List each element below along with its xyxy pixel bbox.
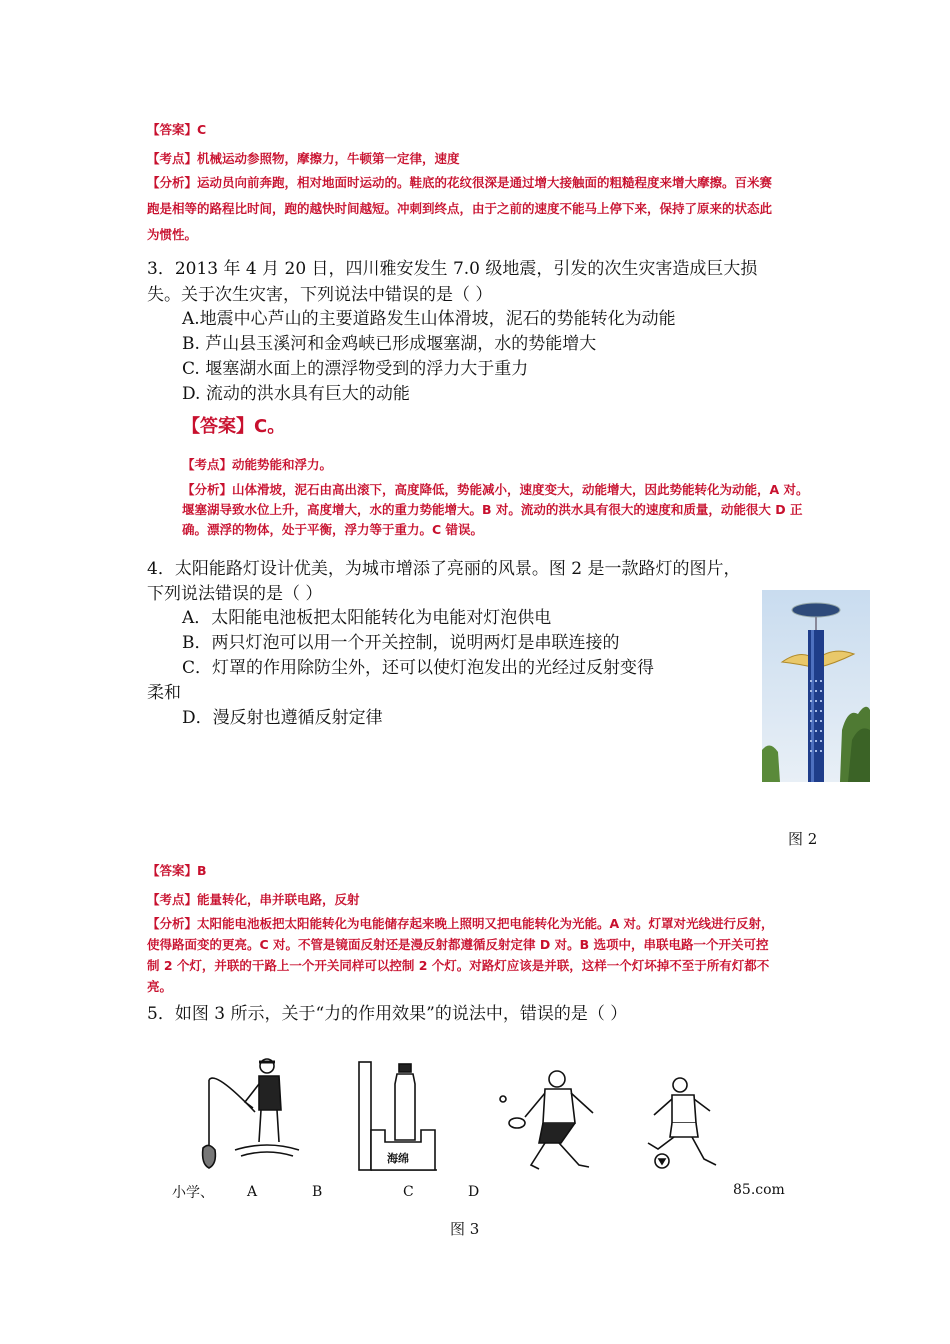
option-b: B．两只灯泡可以用一个开关控制，说明两灯是串联连接的 [182, 633, 620, 653]
option-c: C．灯罩的作用除防尘外，还可以使灯泡发出的光经过反射变得 [182, 658, 655, 678]
answer-label: 【答案】B [147, 863, 207, 878]
analysis-line: 使得路面变的更亮。C 对。不管是镜面反射还是漫反射都遵循反射定律 D 对。B 选项中，串联电路一个开关可控 [147, 937, 769, 952]
analysis-line: 跑是相等的路程比时间，跑的越快时间越短。冲刺到终点，由于之前的速度不能马上停下来，保持了原来的状态此 [147, 201, 773, 216]
question-stem: 5．如图 3 所示，关于“力的作用效果”的说法中，错误的是（ ） [147, 1004, 628, 1024]
label-d: D [468, 1184, 480, 1200]
caption-suffix: 85.com [733, 1182, 785, 1198]
label-a: A [247, 1184, 258, 1200]
analysis-line: 制 2 个灯，并联的干路上一个开关同样可以控制 2 个灯。对路灯应该是并联，这样一个灯坏掉不至于所有灯都不 [147, 958, 770, 973]
label-b: B [312, 1184, 323, 1200]
answer-label: 【答案】C [147, 122, 207, 137]
question-stem: 失。关于次生灾害，下列说法中错误的是（ ） [147, 285, 493, 305]
figure-a-fishing [195, 1050, 305, 1180]
figure-d-football [640, 1075, 730, 1175]
figure-2-caption: 图 2 [788, 830, 818, 848]
analysis-line: 为惯性。 [147, 227, 198, 242]
analysis-line: 亮。 [147, 979, 173, 994]
question-stem: 3．2013 年 4 月 20 日，四川雅安发生 7.0 级地震，引发的次生灾害造成巨大损 [147, 259, 758, 279]
option-d: D．漫反射也遵循反射定律 [182, 708, 383, 728]
street-lamp-photo [762, 590, 870, 782]
analysis-line: 【分析】太阳能电池板把太阳能转化为电能储存起来晚上照明又把电能转化为光能。A 对。灯罩对光线进行反射， [147, 916, 774, 931]
question-stem: 下列说法错误的是（ ） [147, 584, 323, 604]
option-d: D. 流动的洪水具有巨大的动能 [182, 384, 410, 404]
figure-c-badminton [495, 1065, 605, 1180]
option-a: A．太阳能电池板把太阳能转化为电能对灯泡供电 [182, 608, 552, 628]
knowledge-point: 【考点】机械运动参照物，摩擦力，牛顿第一定律，速度 [147, 151, 460, 166]
figure-b-bottle-sponge [355, 1058, 440, 1174]
analysis-line: 确。漂浮的物体，处于平衡，浮力等于重力。C 错误。 [182, 522, 484, 537]
option-a: A.地震中心芦山的主要道路发生山体滑坡，泥石的势能转化为动能 [182, 309, 676, 329]
question-stem: 4．太阳能路灯设计优美，为城市增添了亮丽的风景。图 2 是一款路灯的图片， [147, 559, 741, 579]
figure-3-caption: 图 3 [450, 1220, 480, 1238]
analysis-line: 【分析】运动员向前奔跑，相对地面时运动的。鞋底的花纹很深是通过增大接触面的粗糙程度来增大摩擦。百米赛 [147, 175, 773, 190]
knowledge-point: 【考点】能量转化，串并联电路，反射 [147, 892, 360, 907]
analysis-line: 【分析】山体滑坡，泥石由高出滚下，高度降低，势能减小，速度变大，动能增大，因此势能转化为动能，A 对。 [182, 482, 809, 497]
answer-label: 【答案】C。 [182, 416, 286, 437]
knowledge-point: 【考点】动能势能和浮力。 [182, 457, 333, 472]
label-c: C [403, 1184, 414, 1200]
caption-prefix: 小学、 [172, 1185, 214, 1201]
sponge-label: 海绵 [387, 1152, 409, 1165]
analysis-line: 堰塞湖导致水位上升，高度增大，水的重力势能增大。B 对。流动的洪水具有很大的速度和质量，动能很大 D 正 [182, 502, 803, 517]
option-c: C. 堰塞湖水面上的漂浮物受到的浮力大于重力 [182, 359, 529, 379]
option-c-continued: 柔和 [147, 683, 181, 703]
option-b: B. 芦山县玉溪河和金鸡峡已形成堰塞湖，水的势能增大 [182, 334, 597, 354]
